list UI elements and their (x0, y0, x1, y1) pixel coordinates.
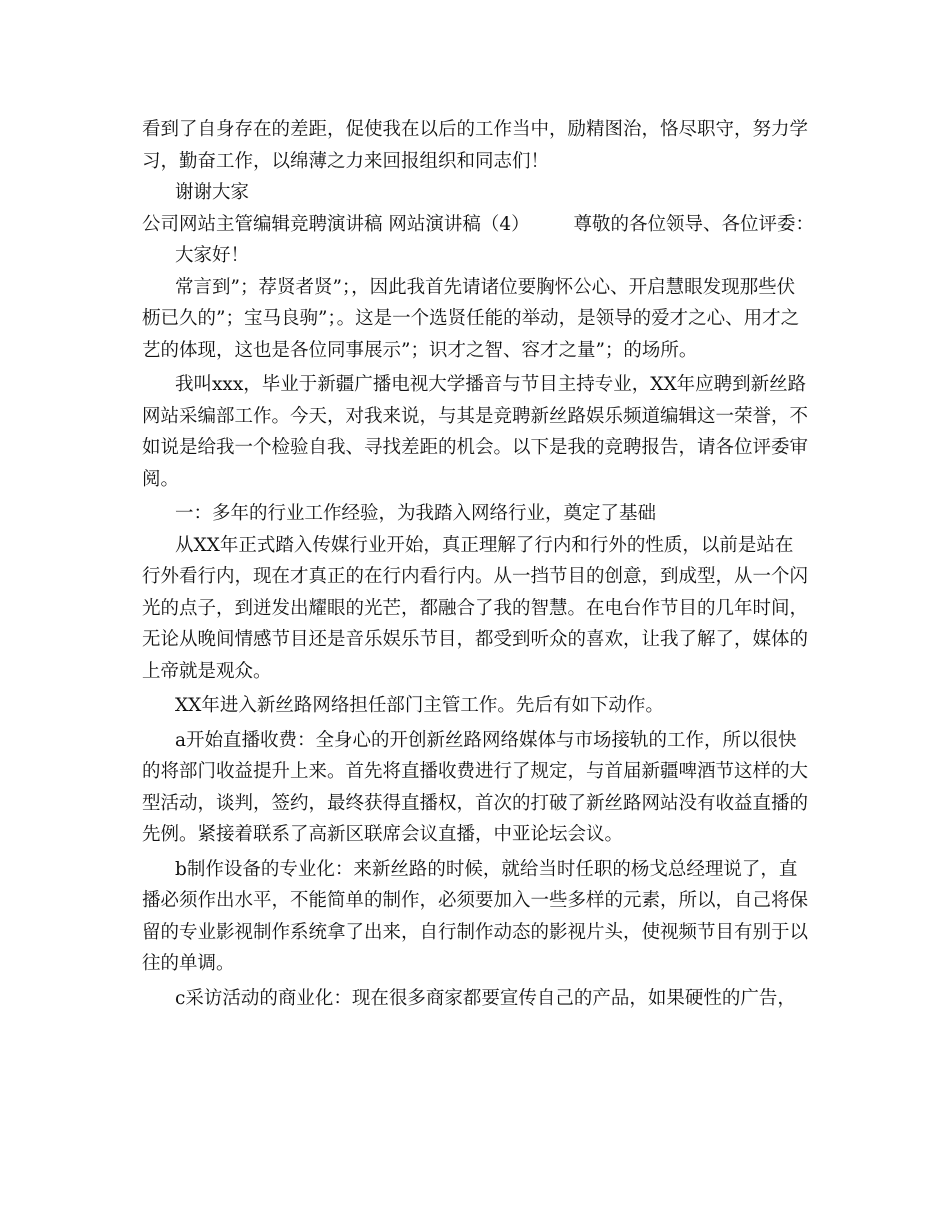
paragraph-line: 上帝就是观众。 (142, 660, 272, 682)
paragraph-line: XX年进入新丝路网络担任部门主管工作。先后有如下动作。 (175, 695, 664, 716)
paragraph-line: 型活动，谈判，签约，最终获得直播权，首次的打破了新丝路网站没有收益直播的 (142, 792, 809, 814)
paragraph-line: 无论从晚间情感节目还是音乐娱乐节目，都受到听众的喜欢，让我了解了，媒体的 (142, 629, 809, 650)
paragraph-line: c采访活动的商业化：现在很多商家都要宣传自己的产品，如果硬性的广告， (175, 987, 796, 1009)
paragraph-line: 从XX年正式踏入传媒行业开始，真正理解了行内和行外的性质，以前是站在 (175, 534, 794, 556)
paragraph-line: 如说是给我一个检验自我、寻找差距的机会。以下是我的竞聘报告，请各位评委审 (142, 437, 809, 458)
speech-title: 公司网站主管编辑竞聘演讲稿 网站演讲稿（4） (142, 213, 530, 235)
paragraph-line: 阅。 (142, 468, 180, 490)
speech-salutation: 尊敬的各位领导、各位评委： (573, 213, 814, 235)
paragraph-line: 先例。紧接着联系了高新区联席会议直播，中亚论坛会议。 (142, 824, 624, 845)
paragraph-line: 留的专业影视制作系统拿了出来，自行制作动态的影视片头，使视频节目有别于以 (142, 921, 809, 943)
paragraph-line: 习，勤奋工作，以绵薄之力来回报组织和同志们！ (142, 150, 550, 172)
paragraph-line: 看到了自身存在的差距，促使我在以后的工作当中，励精图治，恪尽职守，努力学 (142, 119, 809, 140)
speech-heading (142, 209, 814, 241)
paragraph-line: b制作设备的专业化：来新丝路的时候，就给当时任职的杨戈总经理说了，直 (175, 858, 798, 880)
section-heading: 一：多年的行业工作经验，为我踏入网络行业，奠定了基础 (175, 503, 657, 524)
document-body (142, 114, 814, 1014)
paragraph-line: 光的点子，到迸发出耀眼的光芒，都融合了我的智慧。在电台作节目的几年时间， (142, 597, 809, 619)
closing-thanks: 谢谢大家 (175, 182, 250, 203)
paragraph-line: 枥已久的”；宝马良驹”；。这是一个选贤任能的举动，是领导的爱才之心、用才之 (142, 308, 800, 329)
paragraph-line: 的将部门收益提升上来。首先将直播收费进行了规定，与首届新疆啤酒节这样的大 (142, 761, 809, 782)
paragraph-line: 我叫xxx，毕业于新疆广播电视大学播音与节目主持专业，XX年应聘到新丝路 (175, 374, 807, 395)
paragraph-line: 播必须作出水平，不能简单的制作，必须要加入一些多样的元素，所以，自己将保 (142, 890, 809, 911)
paragraph-line: 网站采编部工作。今天，对我来说，与其是竞聘新丝路娱乐频道编辑这一荣誉，不 (142, 405, 809, 427)
paragraph-line: 常言到”；荐贤者贤”；，因此我首先请诸位要胸怀公心、开启慧眼发现那些伏 (175, 276, 796, 298)
paragraph-line: 往的单调。 (142, 953, 235, 974)
paragraph-line: 艺的体现，这也是各位同事展示”；识才之智、容才之量”；的场所。 (142, 339, 698, 361)
paragraph-line: 行外看行内，现在才真正的在行内看行内。从一挡节目的创意，到成型，从一个闪 (142, 566, 809, 587)
paragraph-line: a开始直播收费：全身心的开创新丝路网络媒体与市场接轨的工作，所以很快 (175, 729, 797, 751)
greeting: 大家好！ (175, 245, 250, 266)
